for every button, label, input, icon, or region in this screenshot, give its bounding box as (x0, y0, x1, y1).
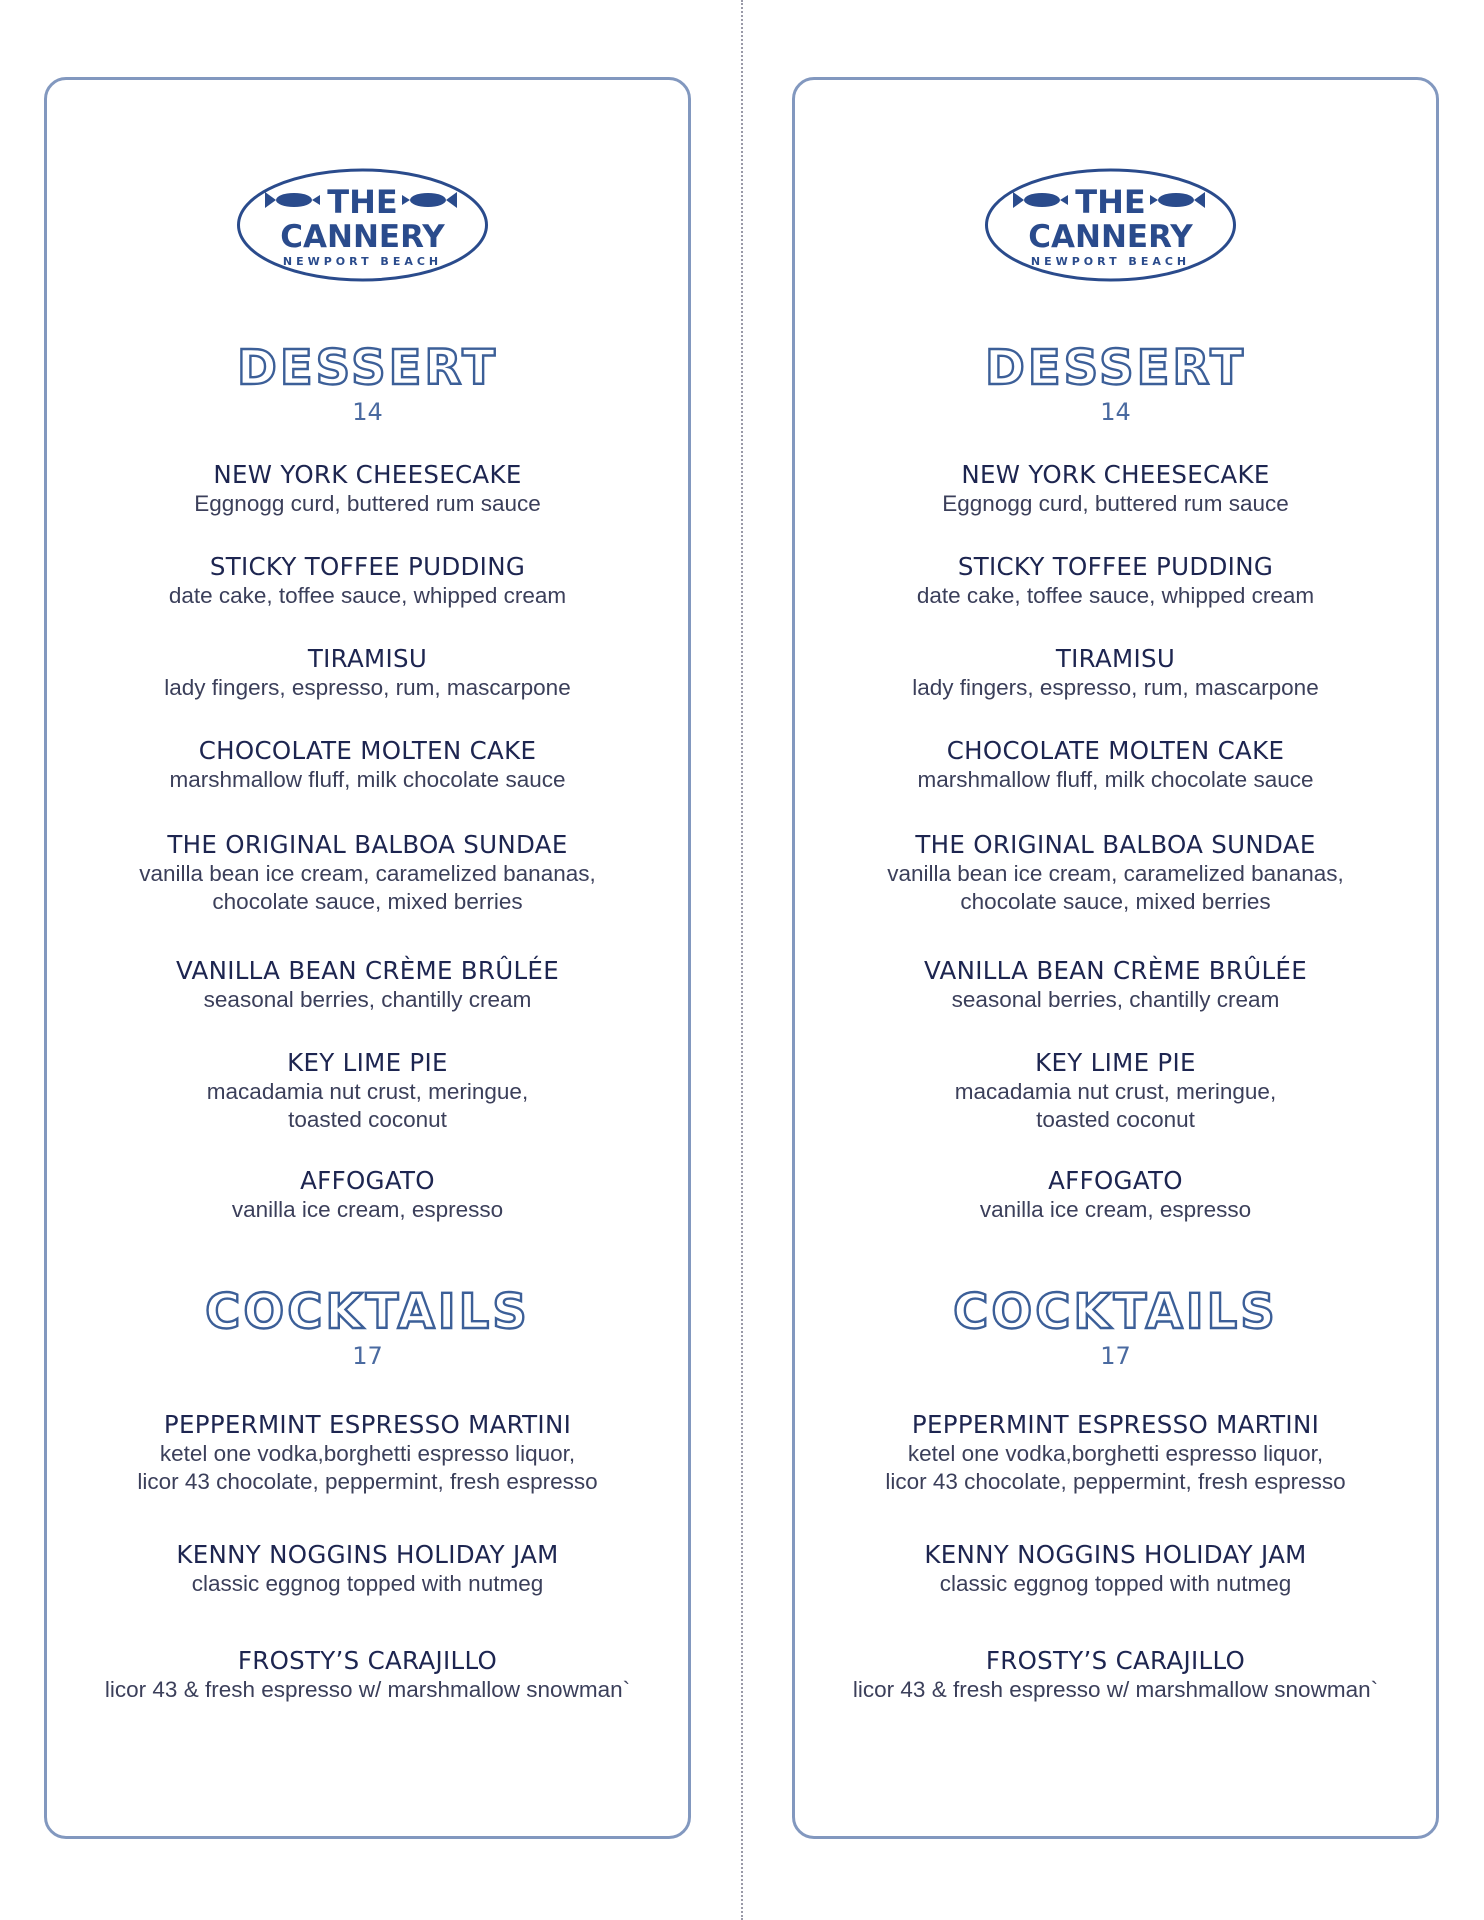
item-name: KENNY NOGGINS HOLIDAY JAM (176, 1540, 559, 1569)
item-description: seasonal berries, chantilly cream (203, 987, 532, 1012)
item-name: TIRAMISU (307, 644, 428, 673)
menu-card-right (792, 77, 1439, 1839)
item-description: vanilla bean ice cream, caramelized bananas, chocolate sauce, mixed berries (887, 861, 1344, 914)
item-name: STICKY TOFFEE PUDDING (209, 552, 526, 581)
menu-item (47, 830, 688, 916)
dessert-title: DESSERT (237, 340, 498, 396)
menu-item (47, 1166, 688, 1224)
item-description: Eggnogg curd, buttered rum sauce (194, 491, 541, 516)
item-name: STICKY TOFFEE PUDDING (957, 552, 1274, 581)
item-description: ketel one vodka,borghetti espresso liquor, licor 43 chocolate, peppermint, fresh espresso (885, 1441, 1346, 1494)
menu-item (795, 1646, 1436, 1704)
menu-item (47, 1410, 688, 1496)
fish-icon (1150, 192, 1205, 208)
cocktails-price: 17 (1100, 1342, 1131, 1370)
logo-line-the: THE (1075, 183, 1146, 221)
item-name: KENNY NOGGINS HOLIDAY JAM (924, 1540, 1307, 1569)
menu-item (795, 644, 1436, 702)
menu-item (795, 956, 1436, 1014)
logo-line-cannery: CANNERY (1028, 219, 1193, 255)
logo-line-cannery: CANNERY (280, 219, 445, 255)
item-description: marshmallow fluff, milk chocolate sauce (169, 767, 566, 792)
item-name: TIRAMISU (1055, 644, 1176, 673)
item-description: vanilla bean ice cream, caramelized bananas, chocolate sauce, mixed berries (139, 861, 596, 914)
item-name: FROSTY’S CARAJILLO (985, 1646, 1246, 1675)
item-name: NEW YORK CHEESECAKE (213, 460, 522, 489)
menu-item (47, 956, 688, 1014)
item-name: VANILLA BEAN CRÈME BRÛLÉE (176, 956, 559, 985)
item-name: VANILLA BEAN CRÈME BRÛLÉE (924, 956, 1307, 985)
menu-item (795, 460, 1436, 518)
fish-icon (265, 192, 320, 208)
cannery-logo (984, 168, 1237, 282)
item-name: CHOCOLATE MOLTEN CAKE (198, 736, 537, 765)
item-name: THE ORIGINAL BALBOA SUNDAE (915, 830, 1316, 859)
menu-card-left (44, 77, 691, 1839)
dessert-title: DESSERT (985, 340, 1246, 396)
logo-line-location: NEWPORT BEACH (1030, 255, 1191, 268)
cocktails-title: COCKTAILS (205, 1284, 530, 1340)
item-description: classic eggnog topped with nutmeg (939, 1571, 1292, 1596)
menu-item (47, 1646, 688, 1704)
item-description: ketel one vodka,borghetti espresso liquor, licor 43 chocolate, peppermint, fresh espresso (137, 1441, 598, 1494)
item-name: PEPPERMINT ESPRESSO MARTINI (911, 1410, 1320, 1439)
menu-item (795, 1540, 1436, 1598)
cocktails-title: COCKTAILS (953, 1284, 1278, 1340)
menu-item (795, 1166, 1436, 1224)
menu-item (47, 552, 688, 610)
item-name: FROSTY’S CARAJILLO (237, 1646, 498, 1675)
item-description: date cake, toffee sauce, whipped cream (916, 583, 1315, 608)
item-description: Eggnogg curd, buttered rum sauce (942, 491, 1289, 516)
item-description: macadamia nut crust, meringue, toasted coconut (954, 1079, 1277, 1132)
item-name: KEY LIME PIE (287, 1048, 448, 1077)
menu-item (795, 1048, 1436, 1134)
menu-item (47, 1540, 688, 1598)
item-description: lady fingers, espresso, rum, mascarpone (164, 675, 571, 700)
menu-item (795, 1410, 1436, 1496)
fish-icon (402, 192, 457, 208)
menu-item (47, 1048, 688, 1134)
item-name: KEY LIME PIE (1035, 1048, 1196, 1077)
menu-item (795, 830, 1436, 916)
item-description: macadamia nut crust, meringue, toasted coconut (206, 1079, 529, 1132)
item-name: THE ORIGINAL BALBOA SUNDAE (167, 830, 568, 859)
menu-item (795, 552, 1436, 610)
item-description: date cake, toffee sauce, whipped cream (168, 583, 567, 608)
item-name: AFFOGATO (300, 1166, 435, 1195)
menu-item (47, 644, 688, 702)
item-description: lady fingers, espresso, rum, mascarpone (912, 675, 1319, 700)
cannery-logo (236, 168, 489, 282)
dessert-price: 14 (352, 398, 383, 426)
item-description: seasonal berries, chantilly cream (951, 987, 1280, 1012)
item-name: CHOCOLATE MOLTEN CAKE (946, 736, 1285, 765)
fish-icon (1013, 192, 1068, 208)
dessert-price: 14 (1100, 398, 1131, 426)
item-name: NEW YORK CHEESECAKE (961, 460, 1270, 489)
item-description: licor 43 & fresh espresso w/ marshmallow snowman` (104, 1677, 631, 1702)
logo-line-location: NEWPORT BEACH (282, 255, 443, 268)
item-name: AFFOGATO (1048, 1166, 1183, 1195)
menu-item (47, 460, 688, 518)
item-description: marshmallow fluff, milk chocolate sauce (917, 767, 1314, 792)
menu-item (47, 736, 688, 794)
fold-divider (741, 0, 743, 1920)
item-description: classic eggnog topped with nutmeg (191, 1571, 544, 1596)
logo-line-the: THE (327, 183, 398, 221)
menu-item (795, 736, 1436, 794)
item-description: vanilla ice cream, espresso (979, 1197, 1252, 1222)
item-name: PEPPERMINT ESPRESSO MARTINI (163, 1410, 572, 1439)
cocktails-price: 17 (352, 1342, 383, 1370)
item-description: licor 43 & fresh espresso w/ marshmallow snowman` (852, 1677, 1379, 1702)
item-description: vanilla ice cream, espresso (231, 1197, 504, 1222)
